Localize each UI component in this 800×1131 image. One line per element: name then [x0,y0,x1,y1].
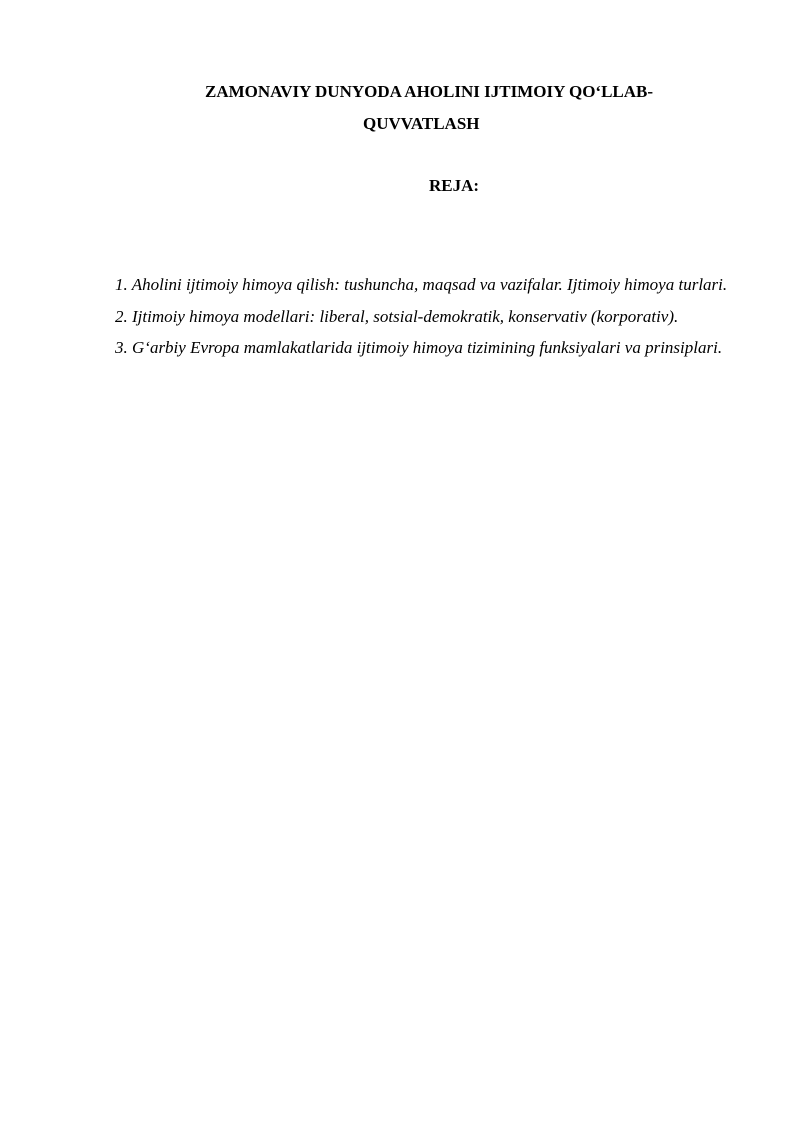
document-title [205,76,725,140]
plan-list [115,269,742,364]
document-title-line-1: ZAMONAVIY DUNYODA AHOLINI IJTIMOIY QO‘LLAB- [205,82,654,101]
plan-item-3: 3. G‘arbiy Evropa mamlakatlarida ijtimoiy himoya tizimining funksiyalari va prinsiplari. [115,338,723,357]
plan-item-2: 2. Ijtimoiy himoya modellari: liberal, sotsial-demokratik, konservativ (korporativ). [115,306,679,326]
plan-heading: REJA: [429,176,480,195]
document-title-line-2: QUVVATLASH [363,114,480,133]
plan-item-1: 1. Aholini ijtimoiy himoya qilish: tushuncha, maqsad va vazifalar. Ijtimoiy himoya turlari. [115,275,728,294]
